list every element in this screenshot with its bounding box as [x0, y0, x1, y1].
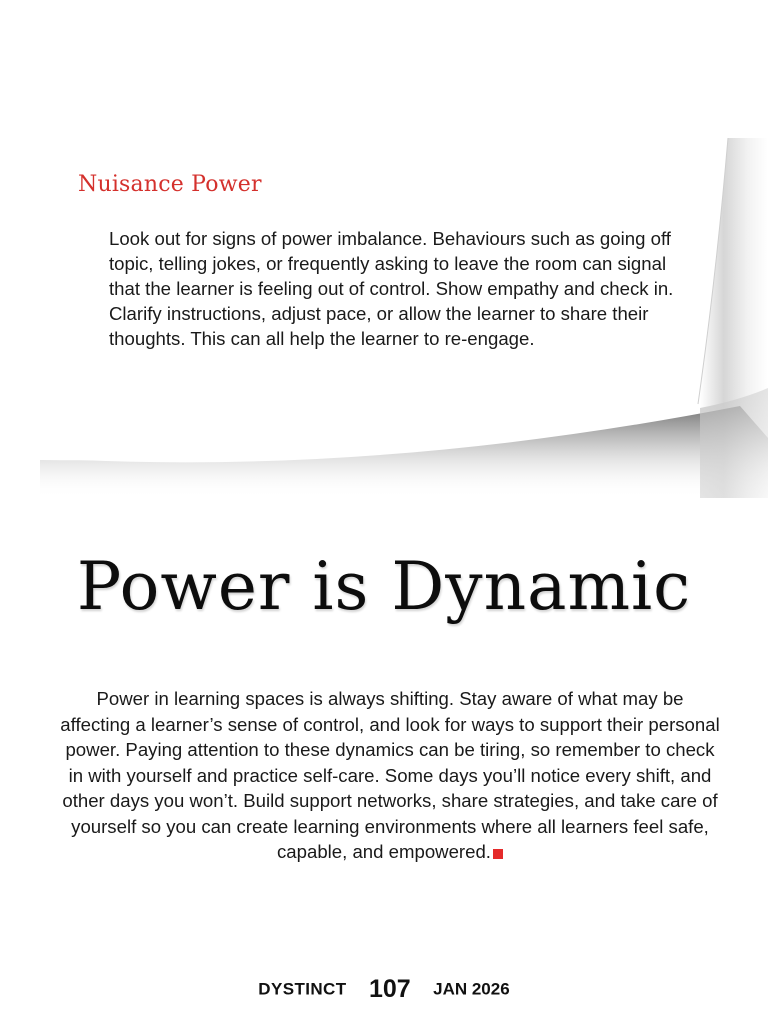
issue-date: JAN 2026 — [433, 979, 510, 999]
note-title: Nuisance Power — [78, 172, 262, 197]
end-mark-icon — [493, 849, 503, 859]
page-footer — [0, 975, 768, 1004]
page-number: 107 — [368, 975, 411, 1003]
curled-note-card — [40, 138, 768, 498]
section-title: Power is Dynamic — [76, 548, 692, 625]
section-body-text: Power in learning spaces is always shifting. Stay aware of what may be affecting a learner’s sense of control, and look for ways to support their personal power. Paying attention to these dynamics can be tiring, so remember to check in with yourself and practice self-care. Some days you’ll notice every shift, and other days you won’t. Build support networks, share strategies, and take care of yourself so you can create learning environments where all learners feel safe, capable, and empowered. — [60, 688, 720, 862]
magazine-name: DYSTINCT — [258, 979, 347, 999]
section-body — [60, 686, 720, 865]
note-body: Look out for signs of power imbalance. Behaviours such as going off topic, telling jokes, or frequently asking to leave the room can signal that the learner is feeling out of control. Show empathy and check in. Clarify instructions, adjust pace, or allow the learner to share their thoughts. This can all help the learner to re-engage. — [109, 228, 674, 349]
